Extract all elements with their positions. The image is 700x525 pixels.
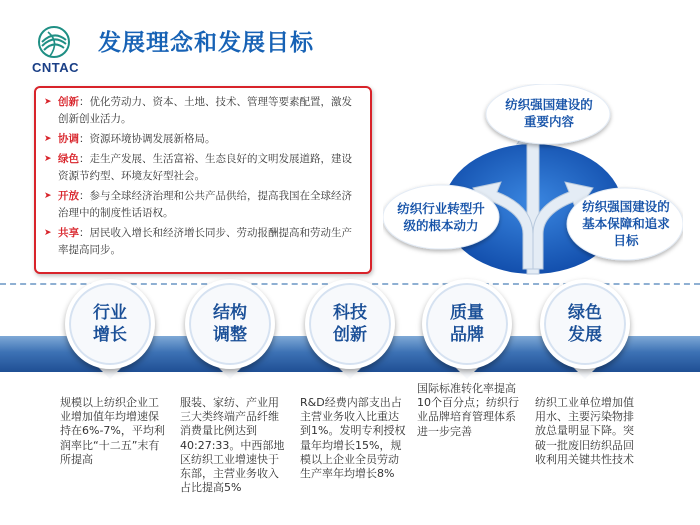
principle-keyword: 开放 [58, 190, 79, 202]
bullet-arrow-icon: ➤ [44, 228, 52, 238]
goal-circle [422, 279, 512, 369]
diagram-top-label: 纺织强国建设的重要内容 [505, 97, 593, 129]
principle-keyword: 协调 [58, 133, 79, 145]
bullet-arrow-icon: ➤ [44, 134, 52, 144]
goal-circle [65, 279, 155, 369]
principle-text: ：资源环境协调发展新格局。 [79, 133, 216, 145]
goal-circle [305, 279, 395, 369]
goal-description: 国际标准转化率提高10个百分点；纺织行业品牌培育管理体系进一步完善 [417, 382, 519, 438]
principle-text: ：走生产发展、生活富裕、生态良好的文明发展道路，建设资源节约型、环境友好型社会。 [58, 153, 352, 182]
principles-list [36, 88, 370, 259]
principle-item [44, 151, 360, 185]
principle-item [44, 225, 360, 259]
principle-text: ：居民收入增长和经济增长同步、劳动报酬提高和劳动生产率提高同步。 [58, 227, 352, 256]
principle-keyword: 共享 [58, 227, 79, 239]
goal-title: 质量 品牌 [450, 303, 484, 345]
principle-item [44, 94, 360, 128]
page-title: 发展理念和发展目标 [98, 30, 314, 56]
goal-title: 结构 调整 [213, 303, 247, 345]
goal-description: 纺织工业单位增加值用水、主要污染物排放总量明显下降。突破一批废旧纺织品回收利用关键共性技术 [535, 396, 634, 466]
goal-circle [540, 279, 630, 369]
goal-title: 绿色 发展 [568, 303, 602, 345]
principle-item [44, 188, 360, 222]
goal-description: 服装、家纺、产业用三大类终端产品纤维消费量比例达到40:27:33。中西部地区纺织工业增速快于东部，主营业务收入占比提高5% [180, 396, 285, 495]
bullet-arrow-icon: ➤ [44, 97, 52, 107]
principle-text: ：优化劳动力、资本、土地、技术、管理等要素配置，激发创新创业活力。 [58, 96, 352, 125]
bullet-arrow-icon: ➤ [44, 154, 52, 164]
bullet-arrow-icon: ➤ [44, 191, 52, 201]
goal-description: R&D经费内部支出占主营业务收入比重达到1%。发明专利授权量年均增长15%，规模以上企业全员劳动生产率年均增长8% [300, 396, 406, 481]
principle-keyword: 绿色 [58, 153, 79, 165]
diagram-right-label: 纺织强国建设的基本保障和追求目标 [582, 199, 670, 248]
logo-text: CNTAC [32, 60, 80, 75]
principles-box [34, 86, 372, 274]
principle-text: ：参与全球经济治理和公共产品供给，提高我国在全球经济治理中的制度性话语权。 [58, 190, 352, 219]
goal-title: 科技 创新 [333, 303, 367, 345]
goal-title: 行业 增长 [93, 303, 127, 345]
goal-circle [185, 279, 275, 369]
goal-description: 规模以上纺织企业工业增加值年均增速保持在6%-7%，平均利润率比“十二五”末有所提高 [60, 396, 165, 466]
principle-item [44, 131, 360, 148]
principle-keyword: 创新 [58, 96, 79, 108]
strategy-diagram [383, 84, 683, 279]
diagram-left-label: 纺织行业转型升级的根本动力 [397, 201, 485, 233]
